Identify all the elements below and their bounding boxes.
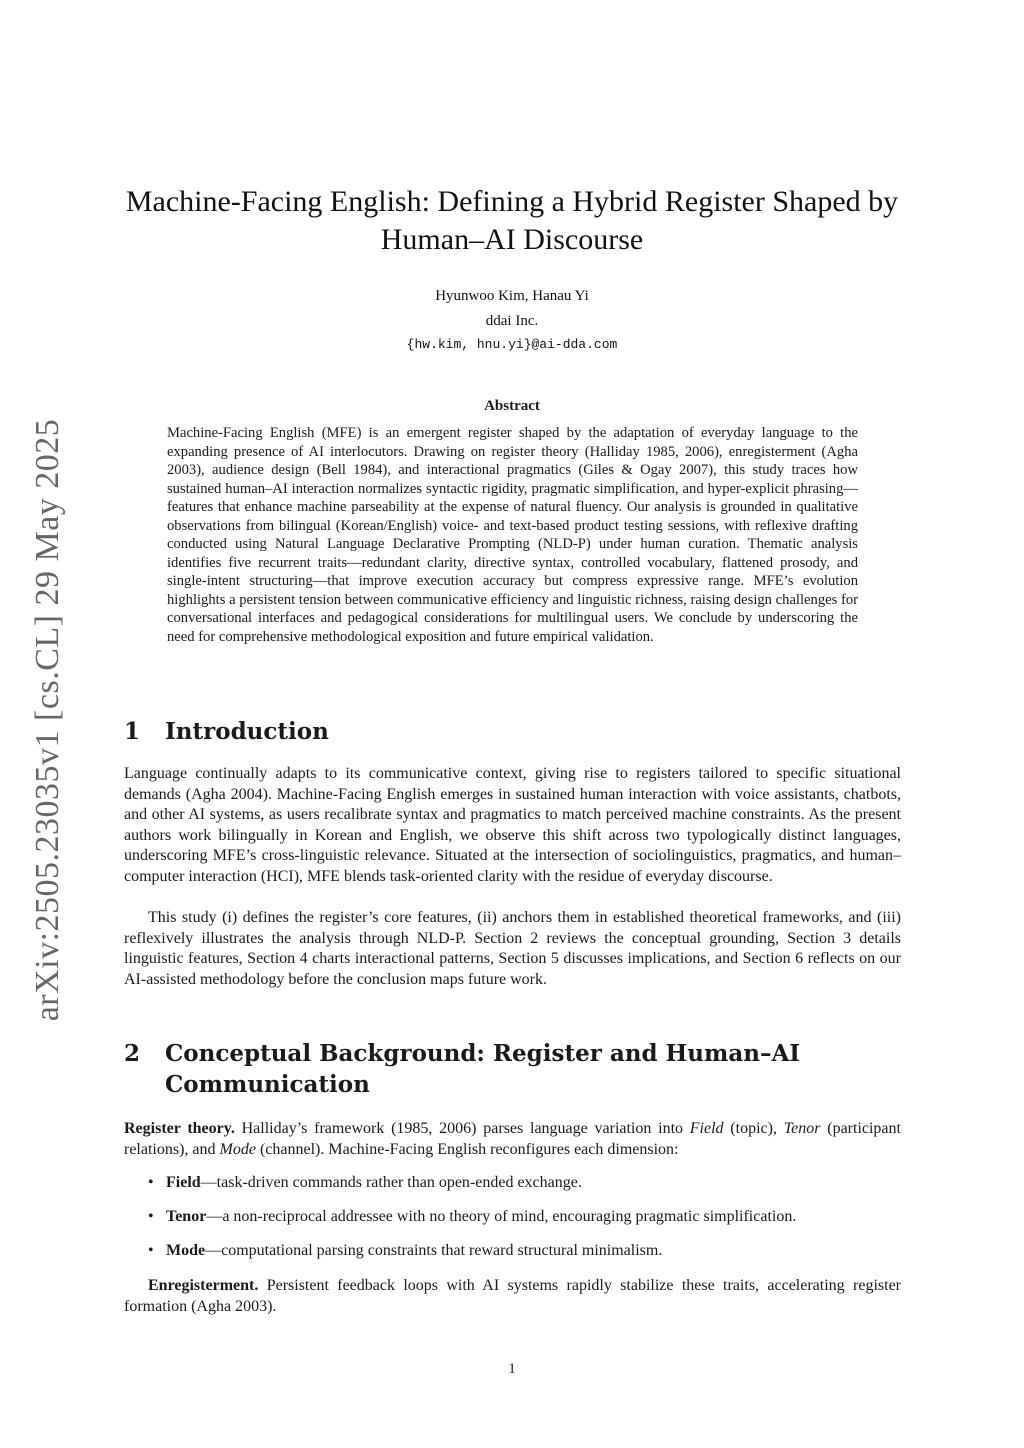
- section-2-number: 2: [124, 1040, 141, 1067]
- section-1-title: Introduction: [165, 718, 329, 745]
- bullet-symbol: •: [148, 1174, 154, 1191]
- register-text-d: (channel). Machine-Facing English reconfigures each dimension:: [255, 1140, 679, 1158]
- field-term: Field: [689, 1120, 724, 1137]
- bullet-text: —task-driven commands rather than open-ended exchange.: [200, 1174, 582, 1191]
- enregisterment-text: Persistent feedback loops with AI systems rapidly stabilize these traits, accelerating register formation (Agha 2003).: [124, 1277, 901, 1315]
- enregisterment-label: Enregisterment.: [148, 1277, 259, 1294]
- register-theory-paragraph: [124, 1119, 901, 1160]
- tenor-term: Tenor: [783, 1120, 821, 1137]
- section-1-number: 1: [124, 718, 141, 745]
- title-line-1: Machine-Facing English: Defining a Hybrid Register Shaped by: [125, 185, 899, 218]
- list-item: [124, 1207, 901, 1228]
- bullet-symbol: •: [148, 1242, 154, 1260]
- page-number: 1: [508, 1361, 516, 1377]
- intro-paragraph-1: Language continually adapts to its communicative context, giving rise to registers tailored to specific situational demands (Agha 2004). Machine-Facing English emerges in sustained human interaction with voice assistants, chatbots, and other AI systems, as users recalibrate syntax and pragmatics to match perceived machine constraints. As the present authors work bilingually in Korean and English, we observe this shift across two typologically distinct languages, underscoring MFE’s cross-linguistic relevance. Situated at the intersection of sociolinguistics, pragmatics, and human–computer interaction (HCI), MFE blends task-oriented clarity with the residue of everyday discourse.: [124, 765, 901, 885]
- bullet-term: Tenor: [166, 1208, 207, 1226]
- author-affiliation: ddai Inc.: [485, 313, 539, 329]
- section-2-heading: [124, 1038, 904, 1100]
- section-2-title: Conceptual Background: Register and Human–AI Communication: [165, 1040, 801, 1098]
- author-email: {hw.kim, hnu.yi}@ai-dda.com: [406, 337, 618, 352]
- bullet-symbol: •: [148, 1208, 154, 1226]
- list-item: [124, 1241, 901, 1262]
- bullet-term: Mode: [166, 1242, 206, 1260]
- bullet-text: —a non-reciprocal addressee with no theory of mind, encouraging pragmatic simplification.: [206, 1208, 797, 1226]
- register-text-a: Halliday’s framework (1985, 2006) parses language variation into: [234, 1120, 690, 1137]
- register-text-c: (participant relations), and: [124, 1120, 901, 1158]
- section-1-heading: [124, 716, 904, 747]
- register-text-b: (topic),: [723, 1120, 784, 1137]
- intro-paragraph-2: This study (i) defines the register’s core features, (ii) anchors them in established theoretical frameworks, and (iii) reflexively illustrates the analysis through NLD-P. Section 2 reviews the conceptual grounding, Section 3 details linguistic features, Section 4 charts interactional patterns, Section 5 discusses implications, and Section 6 reflects on our AI-assisted methodology before the conclusion maps future work.: [124, 909, 901, 988]
- bullet-text: —computational parsing constraints that reward structural minimalism.: [205, 1242, 663, 1260]
- arxiv-id-text: arXiv:2505.23035v1 [cs.CL] 29 May 2025: [29, 418, 66, 1022]
- title-line-2: Human–AI Discourse: [380, 223, 644, 256]
- enregisterment-paragraph: [124, 1276, 901, 1317]
- register-theory-label: Register theory.: [124, 1120, 235, 1137]
- bullet-term: Field: [166, 1174, 201, 1191]
- author-list: Hyunwoo Kim, Hanau Yi: [435, 288, 589, 304]
- abstract-heading: Abstract: [484, 398, 540, 414]
- mode-term: Mode: [219, 1140, 256, 1158]
- abstract-text: Machine-Facing English (MFE) is an emergent register shaped by the adaptation of everyday language to the expanding presence of AI interlocutors. Drawing on register theory (Halliday 1985, 2006), enregisterment (Agha 2003), audience design (Bell 1984), and interactional pragmatics (Giles & Ogay 2007), this study traces how sustained human–AI interaction normalizes syntactic rigidity, pragmatic simplification, and hyper-explicit phrasing—features that enhance machine parseability at the expense of natural fluency. Our analysis is grounded in qualitative observations from bilingual (Korean/English) voice- and text-based product testing sessions, with reflexive drafting conducted using Natural Language Declarative Prompting (NLD-P) under human curation. Thematic analysis identifies five recurrent traits—redundant clarity, directive syntax, controlled vocabulary, flattened prosody, and single-intent structuring—that improve execution accuracy but compress expressive range. MFE’s evolution highlights a persistent tension between communicative efficiency and linguistic richness, raising design challenges for conversational interfaces and pedagogical considerations for multilingual users. We conclude by underscoring the need for comprehensive methodological exposition and future empirical validation.: [167, 425, 858, 645]
- paper-title: [110, 183, 914, 259]
- list-item: [124, 1173, 901, 1194]
- register-dimension-list: [124, 1173, 901, 1276]
